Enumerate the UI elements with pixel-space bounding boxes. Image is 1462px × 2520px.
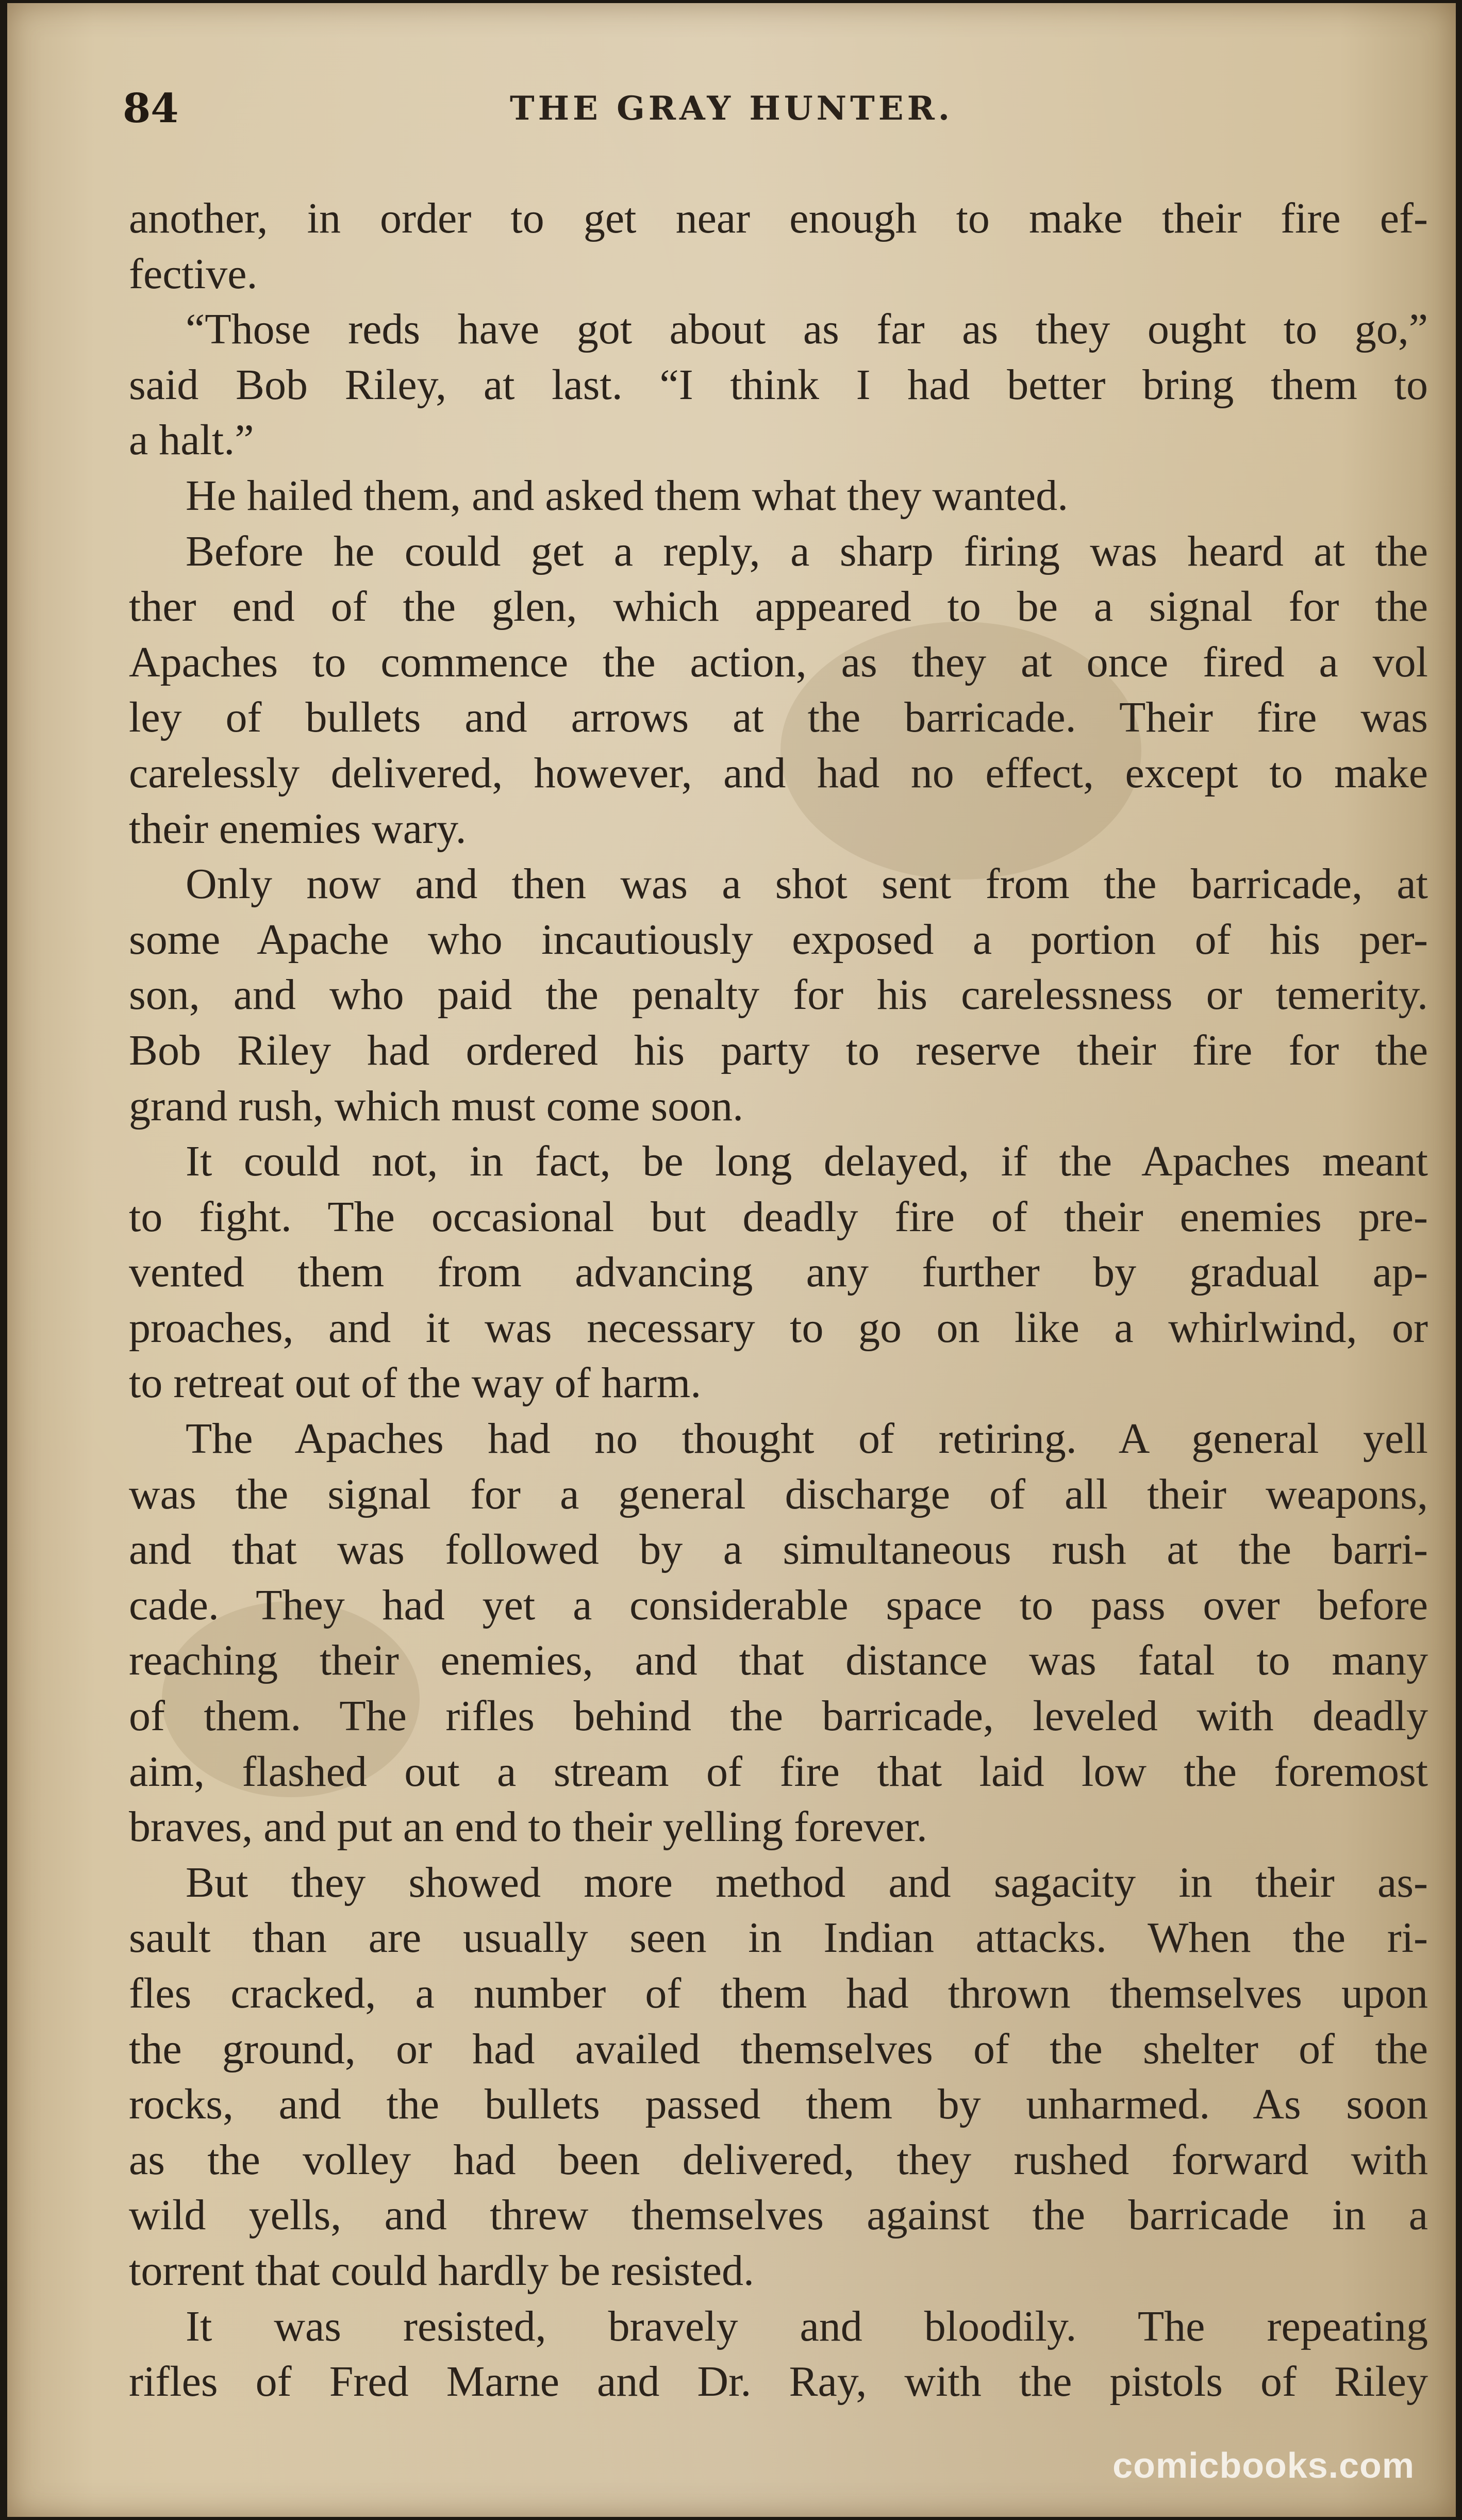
text-line: The Apaches had no thought of retiring. A general yell bbox=[186, 1415, 1428, 1463]
text-line: “Those reds have got about as far as they ought to go,” bbox=[186, 305, 1428, 354]
text-line: as the volley had been delivered, they rushed forward with bbox=[129, 2135, 1428, 2184]
text-line: He hailed them, and asked them what they wanted. bbox=[186, 471, 1069, 520]
text-line: grand rush, which must come soon. bbox=[129, 1082, 744, 1130]
text-line: was the signal for a general discharge of all their weapons, bbox=[129, 1470, 1428, 1518]
text-line: Apaches to commence the action, as they at once fired a vol bbox=[129, 638, 1428, 686]
watermark-text: comicbooks.com bbox=[1112, 2445, 1415, 2485]
text-line: a halt.” bbox=[129, 416, 254, 465]
text-line: Only now and then was a shot sent from the barricade, at bbox=[186, 860, 1428, 908]
text-line: cade. They had yet a considerable space to pass over before bbox=[129, 1581, 1428, 1629]
text-line: fles cracked, a number of them had thrown themselves upon bbox=[129, 1969, 1428, 2017]
text-line: the ground, or had availed themselves of the shelter of the bbox=[129, 2025, 1428, 2073]
text-line: It could not, in fact, be long delayed, if the Apaches meant bbox=[186, 1137, 1428, 1186]
text-line: Bob Riley had ordered his party to reserve their fire for the bbox=[129, 1026, 1428, 1074]
text-line: proaches, and it was necessary to go on like a whirlwind, or bbox=[129, 1303, 1428, 1352]
text-line: another, in order to get near enough to make their fire ef- bbox=[129, 194, 1428, 242]
text-line: to retreat out of the way of harm. bbox=[129, 1359, 702, 1407]
text-line: torrent that could hardly be resisted. bbox=[129, 2246, 754, 2295]
page-number: 84 bbox=[123, 85, 179, 132]
book-page bbox=[7, 3, 1456, 2517]
running-head bbox=[7, 80, 1456, 137]
text-line: of them. The rifles behind the barricade, leveled with deadly bbox=[129, 1692, 1428, 1740]
text-line: and that was followed by a simultaneous rush at the barri- bbox=[129, 1526, 1428, 1574]
text-line: carelessly delivered, however, and had no effect, except to make bbox=[129, 749, 1428, 797]
text-line: son, and who paid the penalty for his carelessness or temerity. bbox=[129, 971, 1428, 1019]
text-line: to fight. The occasional but deadly fire of their enemies pre- bbox=[129, 1192, 1428, 1241]
text-line: rocks, and the bullets passed them by unharmed. As soon bbox=[129, 2080, 1428, 2129]
body-text bbox=[129, 191, 1428, 2410]
text-line: But they showed more method and sagacity in their as- bbox=[186, 1858, 1428, 1906]
text-line: reaching their enemies, and that distance was fatal to many bbox=[129, 1636, 1428, 1685]
text-line: aim, flashed out a stream of fire that laid low the foremost bbox=[129, 1747, 1428, 1796]
text-line: sault than are usually seen in Indian attacks. When the ri- bbox=[129, 1914, 1428, 1962]
text-line: ley of bullets and arrows at the barricade. Their fire was bbox=[129, 693, 1428, 742]
text-line: some Apache who incautiously exposed a portion of his per- bbox=[129, 915, 1428, 964]
running-title: THE GRAY HUNTER. bbox=[509, 89, 954, 128]
text-line: braves, and put an end to their yelling forever. bbox=[129, 1803, 927, 1851]
text-line: wild yells, and threw themselves against the barricade in a bbox=[129, 2191, 1428, 2240]
text-line: their enemies wary. bbox=[129, 804, 467, 853]
text-line: It was resisted, bravely and bloodily. The repeating bbox=[186, 2302, 1428, 2350]
text-line: vented them from advancing any further by gradual ap- bbox=[129, 1248, 1428, 1297]
text-line: ther end of the glen, which appeared to be a signal for the bbox=[129, 583, 1428, 631]
text-line: Before he could get a reply, a sharp firing was heard at the bbox=[186, 527, 1428, 575]
text-line: rifles of Fred Marne and Dr. Ray, with the pistols of Riley bbox=[129, 2358, 1428, 2406]
text-line: said Bob Riley, at last. “I think I had better bring them to bbox=[129, 360, 1428, 409]
text-line: fective. bbox=[129, 250, 258, 298]
